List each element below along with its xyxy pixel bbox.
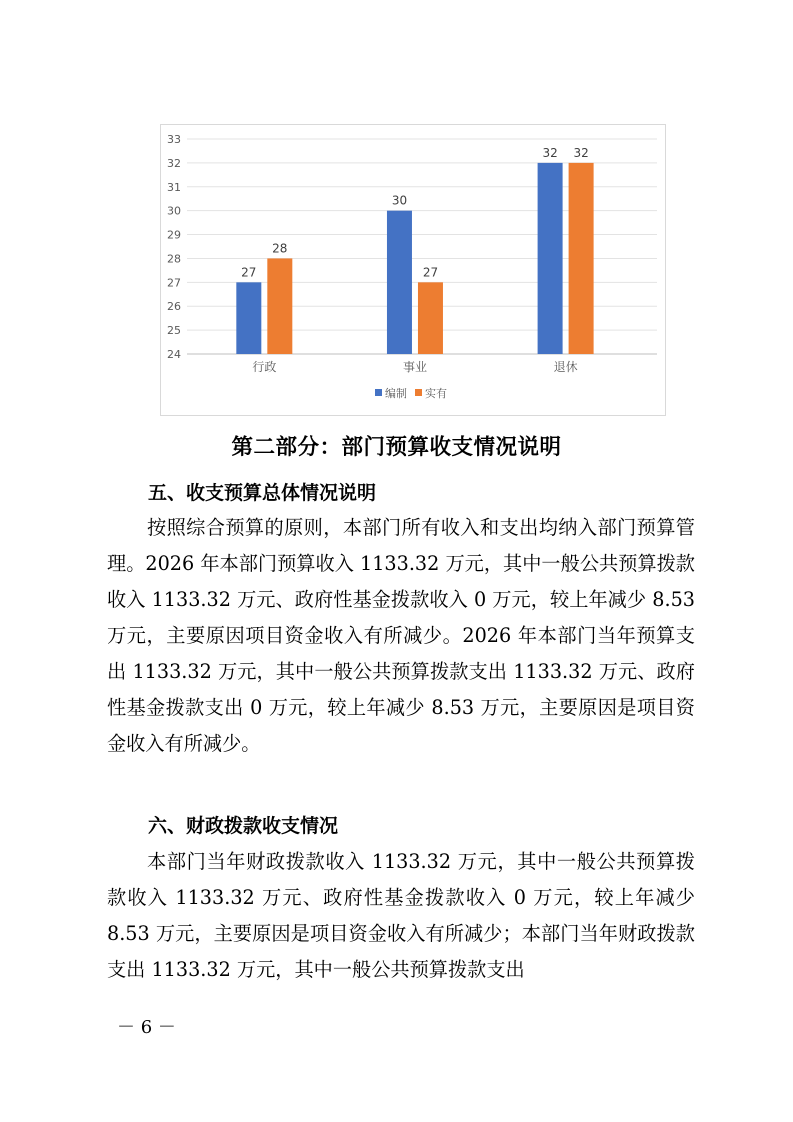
y-tick-label-31: 31	[167, 180, 181, 194]
y-tick-label-33: 33	[167, 133, 181, 146]
y-tick-label-26: 26	[167, 300, 181, 314]
bar-实有-事业	[418, 282, 443, 354]
section-5-title: 五、收支预算总体情况说明	[148, 482, 377, 504]
y-tick-label-24: 24	[167, 348, 181, 361]
data-label-实有-事业: 27	[422, 265, 439, 280]
y-tick-label-27: 27	[167, 276, 181, 290]
data-label-实有-行政: 28	[272, 241, 288, 256]
data-label-实有-退休: 32	[573, 145, 589, 160]
bar-编制-事业	[387, 211, 412, 354]
bar-编制-行政	[236, 282, 261, 354]
bar-编制-退休	[538, 163, 563, 354]
data-label-编制-行政: 27	[241, 265, 257, 280]
bar-实有-退休	[569, 163, 594, 354]
legend-swatch-编制	[375, 389, 382, 396]
section-6-paragraph: 本部门当年财政拨款收入 1133.32 万元，其中一般公共预算拨款收入 1133.32 万元、政府性基金拨款收入 0 万元，较上年减少 8.53 万元，主要原因是项目资金收入有所减少；本部门当年财政拨款支出 1133.32 万元，其中一般公共预算拨款支出	[107, 850, 695, 981]
staff-bar-chart	[160, 124, 666, 416]
y-tick-label-32: 32	[167, 156, 181, 170]
section-5-paragraph: 按照综合预算的原则，本部门所有收入和支出均纳入部门预算管理。2026 年本部门预算收入 1133.32 万元，其中一般公共预算拨款收入 1133.32 万元、政府性基金拨款收入 0 万元，较上年减少 8.53 万元，主要原因项目资金收入有所减少。2026 年本部门当年预算支出 1133.32 万元，其中一般公共预算拨款支出 1133.32 万元、政府性基金拨款支出 0 万元，较上年减少 8.53 万元，主要原因是项目资金收入有所减少。	[107, 516, 695, 755]
legend-label-编制: 编制	[385, 387, 407, 400]
y-tick-label-30: 30	[167, 204, 181, 218]
bar-实有-行政	[267, 258, 292, 354]
legend-label-实有: 实有	[425, 387, 447, 400]
section-6-title: 六、财政拨款收支情况	[148, 815, 339, 837]
x-tick-label-事业: 事业	[402, 360, 427, 374]
x-tick-label-退休: 退休	[553, 360, 578, 374]
part-title: 第二部分：部门预算收支情况说明	[231, 435, 562, 460]
y-tick-label-25: 25	[167, 324, 181, 338]
chart-svg	[161, 125, 667, 417]
data-label-编制-事业: 30	[391, 193, 408, 208]
y-tick-label-28: 28	[167, 252, 181, 266]
data-label-编制-退休: 32	[542, 145, 558, 160]
x-tick-label-行政: 行政	[252, 360, 277, 374]
y-tick-label-29: 29	[167, 228, 181, 242]
legend-swatch-实有	[415, 389, 422, 396]
page-number: － 6 －	[117, 1017, 176, 1038]
